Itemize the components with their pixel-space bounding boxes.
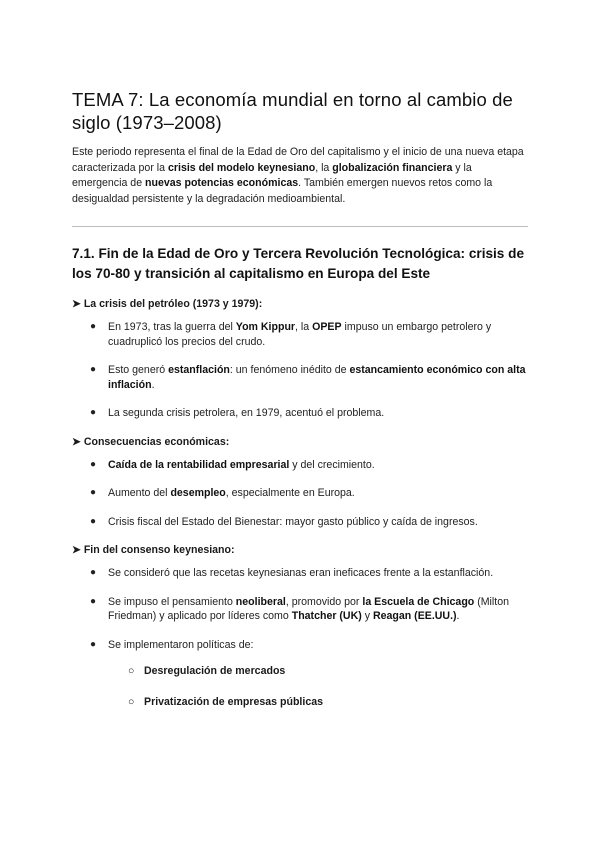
list-item-text: En 1973, tras la guerra del Yom Kippur, la OPEP impuso un embargo petrolero y cuadruplicó los precios del crudo. [108, 321, 492, 348]
list-item-text: Esto generó estanflación: un fenómeno inédito de estancamiento económico con alta inflación. [108, 364, 526, 391]
subsection-economic-consequences [72, 435, 528, 530]
list-item-text: Se implementaron políticas de: [108, 638, 254, 651]
bullet-icon: ● [90, 458, 97, 470]
list-item-text: Caída de la rentabilidad empresarial y del crecimiento. [108, 458, 375, 471]
circle-bullet-icon: ○ [128, 695, 135, 708]
bullet-list [72, 566, 528, 652]
subsection-oil-crisis [72, 297, 528, 421]
bullet-icon: ● [90, 407, 97, 418]
list-item [72, 486, 528, 501]
list-item [72, 406, 528, 421]
bullet-icon: ● [90, 364, 97, 375]
subsection-keynesian-end [72, 543, 528, 709]
list-item [72, 363, 528, 392]
bullet-icon: ● [90, 487, 97, 498]
bullet-icon: ● [90, 567, 97, 578]
bullet-icon: ● [90, 515, 97, 527]
list-item [72, 638, 528, 653]
section-heading: 7.1. Fin de la Edad de Oro y Tercera Revolución Tecnológica: crisis de los 70-80 y transición al capitalismo en Europa del Este [72, 246, 525, 281]
nested-list-item [72, 664, 528, 679]
bullet-icon: ● [90, 321, 97, 332]
list-item [72, 458, 528, 473]
subsection-title: ➤ Fin del consenso keynesiano: [72, 544, 235, 556]
bullet-list [72, 458, 528, 530]
nested-list-item-text: Desregulación de mercados [144, 665, 286, 677]
intro-paragraph: Este periodo representa el final de la Edad de Oro del capitalismo y el inicio de una nueva etapa caracterizada por la crisis del modelo keynesiano, la globalización financiera y la emergencia de nuevas potencias económicas. También emergen nuevos retos como la desigualdad persistente y la degradación medioambiental. [72, 146, 524, 205]
list-item [72, 595, 528, 624]
subsection-title: ➤ La crisis del petróleo (1973 y 1979): [72, 298, 263, 310]
list-item-text: Aumento del desempleo, especialmente en Europa. [108, 487, 355, 499]
list-item-text: Se impuso el pensamiento neoliberal, promovido por la Escuela de Chicago (Milton Friedman) y aplicado por líderes como Thatcher (UK) y Reagan (EE.UU.). [108, 595, 509, 622]
list-item [72, 320, 528, 349]
section-divider [72, 226, 528, 227]
document-page [72, 88, 528, 725]
page-title: TEMA 7: La economía mundial en torno al cambio de siglo (1973–2008) [72, 89, 513, 133]
nested-bullet-list [72, 664, 528, 709]
list-item [72, 566, 528, 581]
subsection-title: ➤ Consecuencias económicas: [72, 435, 230, 448]
list-item-text: La segunda crisis petrolera, en 1979, acentuó el problema. [108, 407, 385, 419]
nested-list-item [72, 695, 528, 710]
nested-list-item-text: Privatización de empresas públicas [144, 695, 323, 708]
list-item [72, 515, 528, 530]
bullet-icon: ● [90, 595, 97, 607]
bullet-icon: ● [90, 638, 97, 650]
list-item-text: Se consideró que las recetas keynesianas eran ineficaces frente a la estanflación. [108, 567, 494, 579]
circle-bullet-icon: ○ [128, 665, 135, 677]
bullet-list [72, 320, 528, 421]
list-item-text: Crisis fiscal del Estado del Bienestar: mayor gasto público y caída de ingresos. [108, 515, 478, 528]
